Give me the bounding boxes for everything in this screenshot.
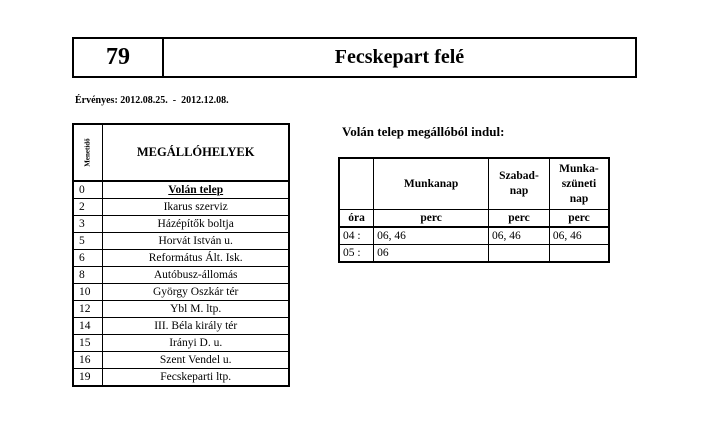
stop-minutes: 16 — [73, 352, 103, 369]
saturday-column-header: Szabad- nap — [489, 158, 550, 210]
stop-row — [73, 181, 289, 199]
stop-name: III. Béla király tér — [103, 318, 289, 335]
holiday-unit: perc — [549, 210, 609, 228]
minutes-header: Menetidő — [73, 124, 103, 181]
stop-row — [73, 301, 289, 318]
stop-name: Református Ált. Isk. — [103, 250, 289, 267]
stop-minutes: 2 — [73, 199, 103, 216]
stop-name: Fecskeparti ltp. — [103, 369, 289, 387]
stop-row — [73, 335, 289, 352]
saturday-minutes — [489, 245, 550, 263]
stop-row — [73, 216, 289, 233]
workday-minutes: 06 — [374, 245, 489, 263]
stop-row — [73, 250, 289, 267]
workday-minutes: 06, 46 — [374, 227, 489, 245]
validity-period: Érvényes: 2012.08.25. - 2012.12.08. — [75, 95, 229, 106]
stop-name: Házépítők boltja — [103, 216, 289, 233]
hour-column-header — [339, 158, 374, 210]
stop-name: Ikarus szerviz — [103, 199, 289, 216]
departure-note: Volán telep megállóból indul: — [342, 124, 505, 139]
holiday-column-header: Munka- szüneti nap — [549, 158, 609, 210]
stop-minutes: 6 — [73, 250, 103, 267]
holiday-minutes — [549, 245, 609, 263]
workday-unit: perc — [374, 210, 489, 228]
holiday-minutes: 06, 46 — [549, 227, 609, 245]
stop-row — [73, 369, 289, 387]
stop-minutes: 14 — [73, 318, 103, 335]
stop-name: Autóbusz-állomás — [103, 267, 289, 284]
route-header — [72, 37, 637, 78]
stop-row — [73, 352, 289, 369]
route-title: Fecskepart felé — [334, 46, 465, 68]
stop-row — [73, 233, 289, 250]
stops-header: MEGÁLLÓHELYEK — [103, 124, 289, 181]
stop-row — [73, 284, 289, 301]
hour-unit: óra — [339, 210, 374, 228]
stop-row — [73, 267, 289, 284]
stop-minutes: 15 — [73, 335, 103, 352]
stop-minutes: 12 — [73, 301, 103, 318]
stop-name: Horvát István u. — [103, 233, 289, 250]
saturday-unit: perc — [489, 210, 550, 228]
stop-minutes: 3 — [73, 216, 103, 233]
schedule-row — [339, 227, 609, 245]
schedule-table — [338, 157, 610, 263]
saturday-minutes: 06, 46 — [489, 227, 550, 245]
stop-row — [73, 318, 289, 335]
stop-name: György Oszkár tér — [103, 284, 289, 301]
workday-column-header: Munkanap — [374, 158, 489, 210]
stop-name: Volán telep — [103, 181, 289, 199]
stop-name: Irányi D. u. — [103, 335, 289, 352]
stop-minutes: 19 — [73, 369, 103, 387]
stop-minutes: 0 — [73, 181, 103, 199]
stop-minutes: 10 — [73, 284, 103, 301]
hour-cell: 04 : — [339, 227, 374, 245]
stops-table — [72, 123, 290, 387]
stop-name: Ybl M. ltp. — [103, 301, 289, 318]
schedule-row — [339, 245, 609, 263]
stop-row — [73, 199, 289, 216]
stop-name: Szent Vendel u. — [103, 352, 289, 369]
hour-cell: 05 : — [339, 245, 374, 263]
route-number: 79 — [74, 39, 164, 76]
stop-minutes: 5 — [73, 233, 103, 250]
stop-minutes: 8 — [73, 267, 103, 284]
